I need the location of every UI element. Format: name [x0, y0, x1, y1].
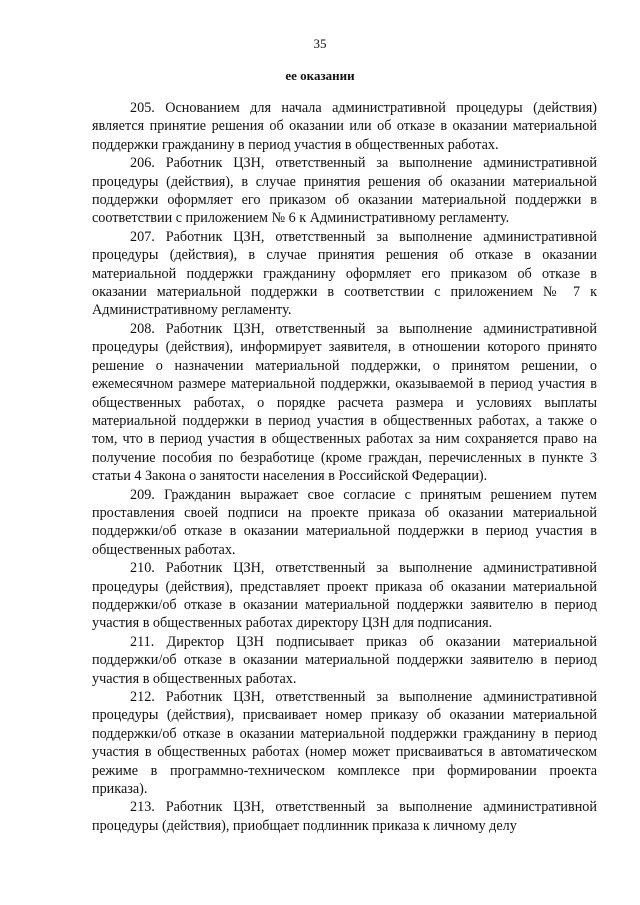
paragraph-212: 212. Работник ЦЗН, ответственный за выполнение административной процедуры (действия), присваивает номер приказу об оказании материальной поддержки/об отказе в оказании материальной поддержки гражданину в период участия в общественных работах (номер может присваиваться в автоматическом режиме в программно-техническом комплексе при формировании проекта приказа).	[92, 689, 597, 798]
paragraph-208: 208. Работник ЦЗН, ответственный за выполнение административной процедуры (действия), информирует заявителя, в отношении которого принято решение о назначении материальной поддержки, о принятом решении, о ежемесячном размере материальной поддержки, оказываемой в период участия в общественных работах, о порядке расчета размера и условиях выплаты материальной поддержки в период участия в общественных работах, а также о том, что в период участия в общественных работах за ним сохраняется право на получение пособия по безработице (кроме граждан, перечисленных в пункте 3 статьи 4 Закона о занятости населения в Российской Федерации).	[92, 320, 597, 485]
document-body	[92, 99, 597, 835]
paragraph-210: 210. Работник ЦЗН, ответственный за выполнение административной процедуры (действия), представляет проект приказа об оказании материальной поддержки/об отказе в оказании материальной поддержки заявителю в период участия в общественных работах директору ЦЗН для подписания.	[92, 560, 597, 632]
paragraph-206: 206. Работник ЦЗН, ответственный за выполнение административной процедуры (действия), в случае принятия решения об оказании материальной поддержки оформляет его приказом об оказании материальной поддержки в соответствии с приложением № 6 к Административному регламенту.	[92, 155, 597, 227]
page-number: 35	[313, 36, 327, 51]
paragraph-209: 209. Гражданин выражает свое согласие с принятым решением путем проставления своей подписи на проекте приказа об оказании материальной поддержки/об отказе в оказании материальной поддержки в период участия в общественных работах.	[92, 486, 597, 558]
paragraph-213: 213. Работник ЦЗН, ответственный за выполнение административной процедуры (действия), приобщает подлинник приказа к личному делу	[92, 799, 597, 834]
paragraph-207: 207. Работник ЦЗН, ответственный за выполнение административной процедуры (действия), в случае принятия решения об отказе в оказании материальной поддержки гражданину оформляет его приказом об отказе в оказании материальной поддержки в соответствии с приложением № 7 к Административному регламенту.	[92, 228, 597, 319]
paragraph-205: 205. Основанием для начала административной процедуры (действия) является принятие решения об оказании или об отказе в оказании материальной поддержки гражданину в период участия в общественных работах.	[92, 100, 597, 153]
section-heading: ее оказании	[285, 68, 355, 83]
paragraph-211: 211. Директор ЦЗН подписывает приказ об оказании материальной поддержки/об отказе в оказании материальной поддержки заявителю в период участия в общественных работах.	[92, 633, 597, 687]
